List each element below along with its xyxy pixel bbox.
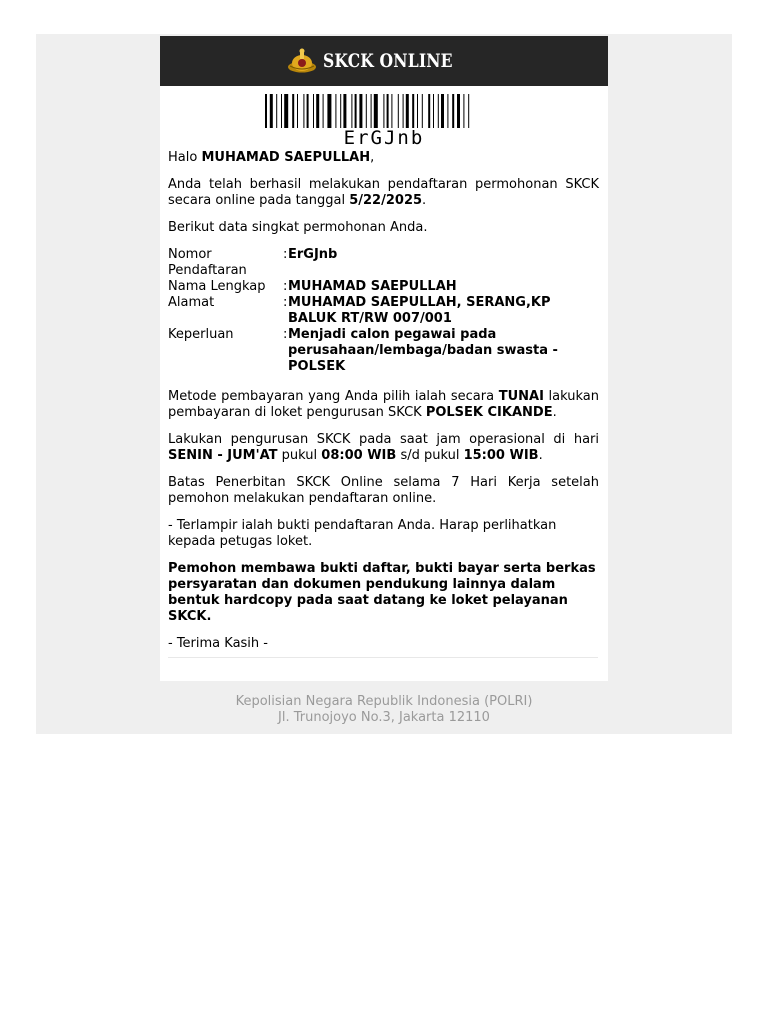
registration-barcode [265,94,505,150]
polri-emblem-icon [287,48,317,74]
greeting [168,150,599,166]
greeting-prefix: Halo [168,150,198,165]
divider [168,657,598,658]
detail-label: Keperluan [168,327,234,342]
payment-paragraph [168,389,599,421]
registration-date: 5/22/2025 [349,193,423,208]
email-footer [36,694,732,726]
footer-address: Jl. Trunojoyo No.3, Jakarta 12110 [278,710,490,725]
schedule-days: SENIN - JUM'AT [168,448,278,463]
payment-text-2: lakukan pembayaran di loket pengurusan SKCK [168,389,599,420]
notice-paragraph: Pemohon membawa bukti daftar, bukti bayar serta berkas persyaratan dan dokumen pendukung lainnya dalam bentuk hardcopy pada saat datang ke loket pelayanan SKCK. [168,561,596,624]
attachment-paragraph: - Terlampir ialah bukti pendaftaran Anda. Harap perlihatkan kepada petugas loket. [168,518,557,549]
email-header [160,36,608,86]
detail-row [168,279,599,295]
footer-organization: Kepolisian Negara Republik Indonesia (POLRI) [235,694,533,709]
schedule-paragraph [168,432,599,464]
schedule-start: 08:00 WIB [321,448,397,463]
detail-value: ErGJnb [288,247,338,262]
schedule-text-2: pukul [281,448,318,463]
detail-separator: : [283,279,288,294]
barcode-graphic [265,94,503,128]
detail-separator: : [283,327,288,342]
schedule-text-3: s/d pukul [400,448,460,463]
payment-end: . [552,405,557,420]
detail-row [168,247,599,279]
detail-label: Nomor Pendaftaran [168,247,247,278]
detail-row [168,295,599,327]
detail-row [168,327,599,375]
greeting-suffix: , [370,150,375,165]
registration-details [168,247,599,375]
detail-value: MUHAMAD SAEPULLAH, SERANG,KP BALUK RT/RW 007/001 [288,295,551,326]
barcode-code: ErGJnb [343,127,425,149]
detail-separator: : [283,295,288,310]
closing-text: - Terima Kasih - [168,636,268,651]
summary-intro: Berikut data singkat permohonan Anda. [168,220,428,235]
detail-label: Alamat [168,295,215,310]
detail-value: MUHAMAD SAEPULLAH [288,279,457,294]
intro-end: . [422,193,427,208]
schedule-period: . [538,448,543,463]
detail-label: Nama Lengkap [168,279,266,294]
deadline-paragraph: Batas Penerbitan SKCK Online selama 7 Hari Kerja setelah pemohon melakukan pendaftaran online. [168,475,599,506]
payment-location: POLSEK CIKANDE [425,405,553,420]
detail-value: Menjadi calon pegawai pada perusahaan/lembaga/badan swasta - POLSEK [288,327,558,374]
intro-paragraph [168,177,599,209]
schedule-end: 15:00 WIB [463,448,539,463]
intro-text: Anda telah berhasil melakukan pendaftaran permohonan SKCK secara online pada tanggal [168,177,599,208]
schedule-text: Lakukan pengurusan SKCK pada saat jam operasional di hari [168,432,599,447]
email-body [168,150,599,663]
payment-text: Metode pembayaran yang Anda pilih ialah secara [168,389,495,404]
detail-separator: : [283,247,288,262]
payment-method: TUNAI [498,389,544,404]
applicant-name: MUHAMAD SAEPULLAH [201,150,371,165]
brand [287,48,481,74]
brand-title: SKCK ONLINE [322,50,453,72]
